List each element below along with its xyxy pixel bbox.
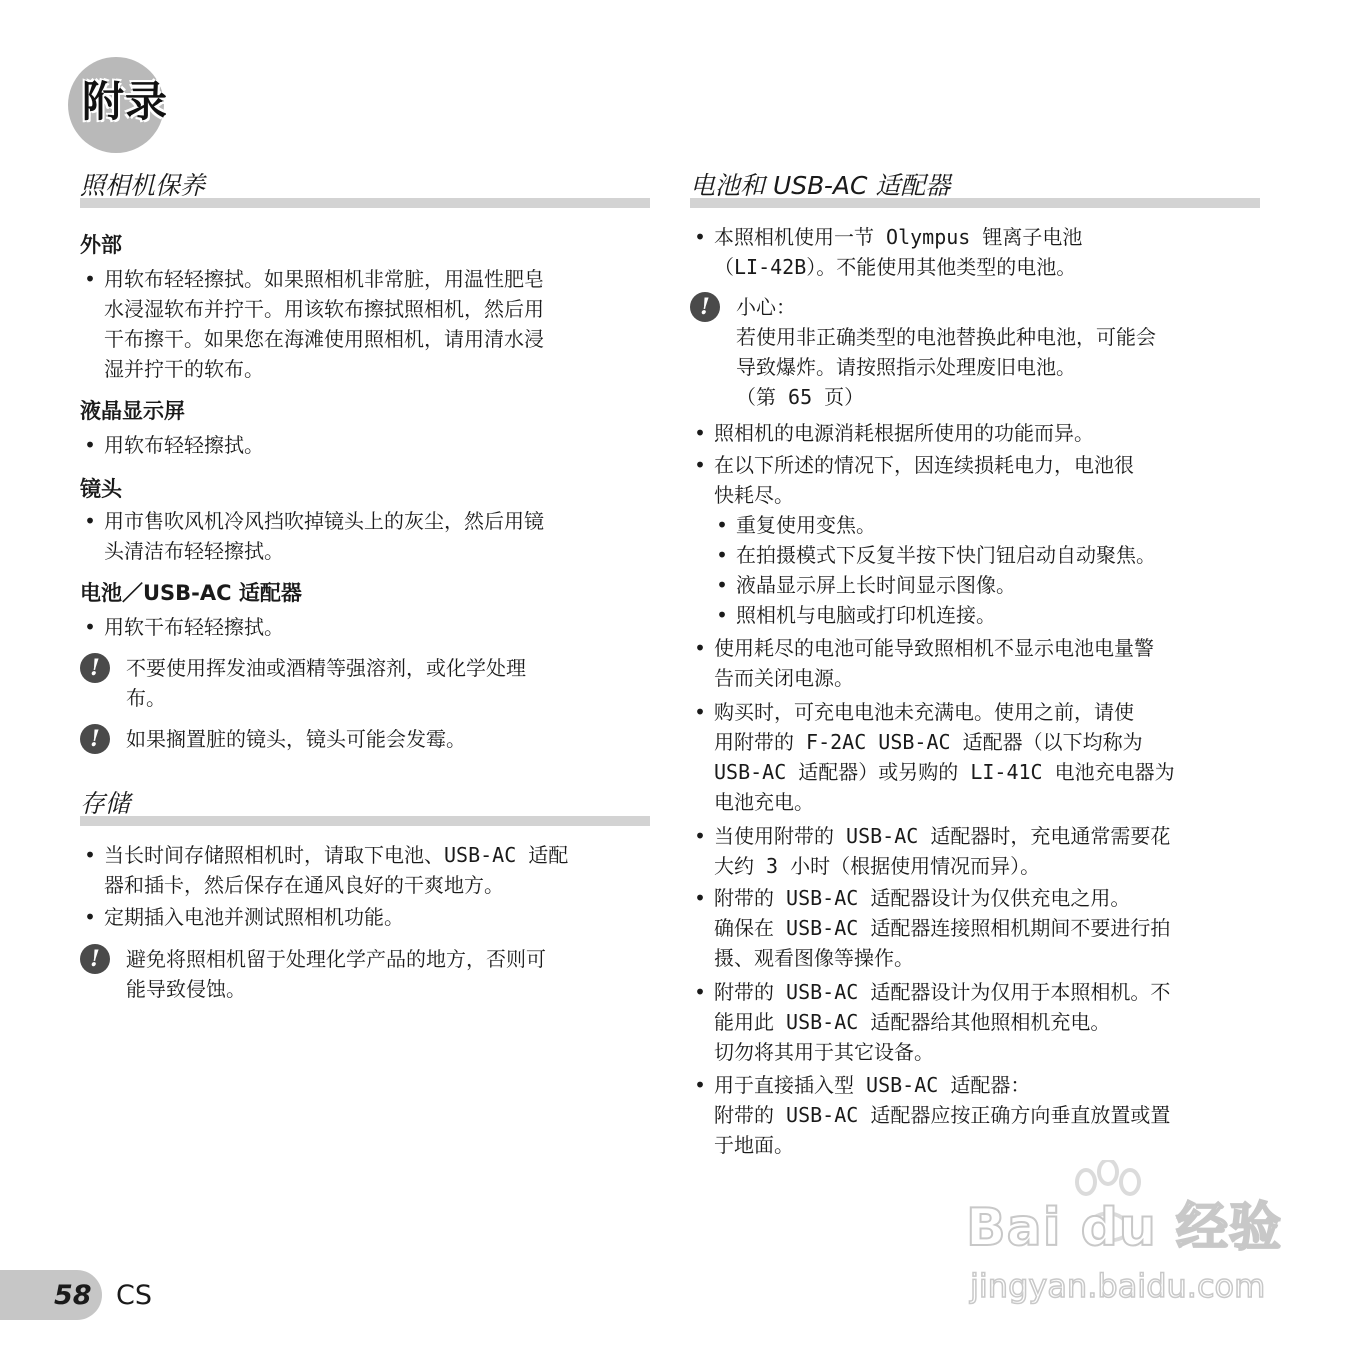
section-title-care: 照相机保养	[80, 168, 650, 208]
sub-list-item: • 在拍摄模式下反复半按下快门钮启动自动聚焦。	[690, 540, 1306, 570]
list-item: • 使用耗尽的电池可能导致照相机不显示电池电量警 告而关闭电源。	[690, 633, 1284, 693]
caution-note: ! 如果搁置脏的镜头，镜头可能会发霉。	[80, 724, 696, 754]
list-item: • 当长时间存储照相机时，请取下电池、USB-AC 适配 器和插卡，然后保存在通风良好的干爽地方。	[80, 840, 674, 900]
warning-icon: !	[80, 653, 110, 683]
list-item: • 当使用附带的 USB-AC 适配器时，充电通常需要花 大约 3 小时（根据使用情况而异）。	[690, 821, 1284, 881]
caution-note: ! 小心： 若使用非正确类型的电池替换此种电池，可能会 导致爆炸。请按照指示处理废旧电池。 （第 65 页）	[690, 292, 1306, 412]
subhead-exterior: 外部	[80, 233, 122, 257]
list-item: • 在以下所述的情况下，因连续损耗电力，电池很 快耗尽。	[690, 450, 1284, 510]
caution-note: ! 不要使用挥发油或酒精等强溶剂，或化学处理 布。	[80, 653, 696, 713]
chapter-title: 附录	[82, 77, 169, 126]
list-item: • 定期插入电池并测试照相机功能。	[80, 902, 674, 932]
warning-icon: !	[80, 944, 110, 974]
language-code: CS	[116, 1280, 152, 1311]
caution-note: ! 避免将照相机留于处理化学产品的地方，否则可 能导致侵蚀。	[80, 944, 696, 1004]
page-number: 58	[54, 1280, 92, 1311]
watermark-url: jingyan.baidu.com	[970, 1267, 1266, 1305]
list-item: • 照相机的电源消耗根据所使用的功能而异。	[690, 418, 1284, 448]
list-item: • 附带的 USB-AC 适配器设计为仅用于本照相机。不 能用此 USB-AC 适配器给其他照相机充电。 切勿将其用于其它设备。	[690, 977, 1284, 1067]
list-item: • 用于直接插入型 USB-AC 适配器： 附带的 USB-AC 适配器应按正确方向垂直放置或置 于地面。	[690, 1070, 1284, 1160]
list-item: • 本照相机使用一节 Olympus 锂离子电池 （LI-42B）。不能使用其他类型的电池。	[690, 222, 1284, 282]
section-title-storage: 存储	[80, 786, 650, 826]
subhead-lcd: 液晶显示屏	[80, 399, 185, 423]
subhead-battery: 电池／USB-AC 适配器	[80, 581, 302, 605]
watermark-logo: Bai du 经验	[966, 1198, 1282, 1258]
list-item: • 用市售吹风机冷风挡吹掉镜头上的灰尘，然后用镜 头清洁布轻轻擦拭。	[80, 506, 674, 566]
subhead-lens: 镜头	[80, 477, 122, 501]
warning-icon: !	[690, 292, 720, 322]
list-item: • 附带的 USB-AC 适配器设计为仅供充电之用。 确保在 USB-AC 适配器连接照相机期间不要进行拍 摄、观看图像等操作。	[690, 883, 1284, 973]
list-item: • 购买时，可充电电池未充满电。使用之前，请使 用附带的 F-2AC USB-AC 适配器（以下均称为 USB-AC 适配器）或另购的 LI-41C 电池充电器为 电池充电。	[690, 697, 1284, 817]
sub-list-item: • 液晶显示屏上长时间显示图像。	[690, 570, 1306, 600]
sub-list-item: • 重复使用变焦。	[690, 510, 1306, 540]
sub-list-item: • 照相机与电脑或打印机连接。	[690, 600, 1306, 630]
list-item: • 用软干布轻轻擦拭。	[80, 612, 674, 642]
warning-icon: !	[80, 724, 110, 754]
section-title-battery: 电池和 USB-AC 适配器	[690, 168, 1260, 208]
list-item: • 用软布轻轻擦拭。如果照相机非常脏，用温性肥皂 水浸湿软布并拧干。用该软布擦拭照相机，然后用 干布擦干。如果您在海滩使用照相机，请用清水浸 湿并拧干的软布。	[80, 264, 674, 384]
list-item: • 用软布轻轻擦拭。	[80, 430, 674, 460]
